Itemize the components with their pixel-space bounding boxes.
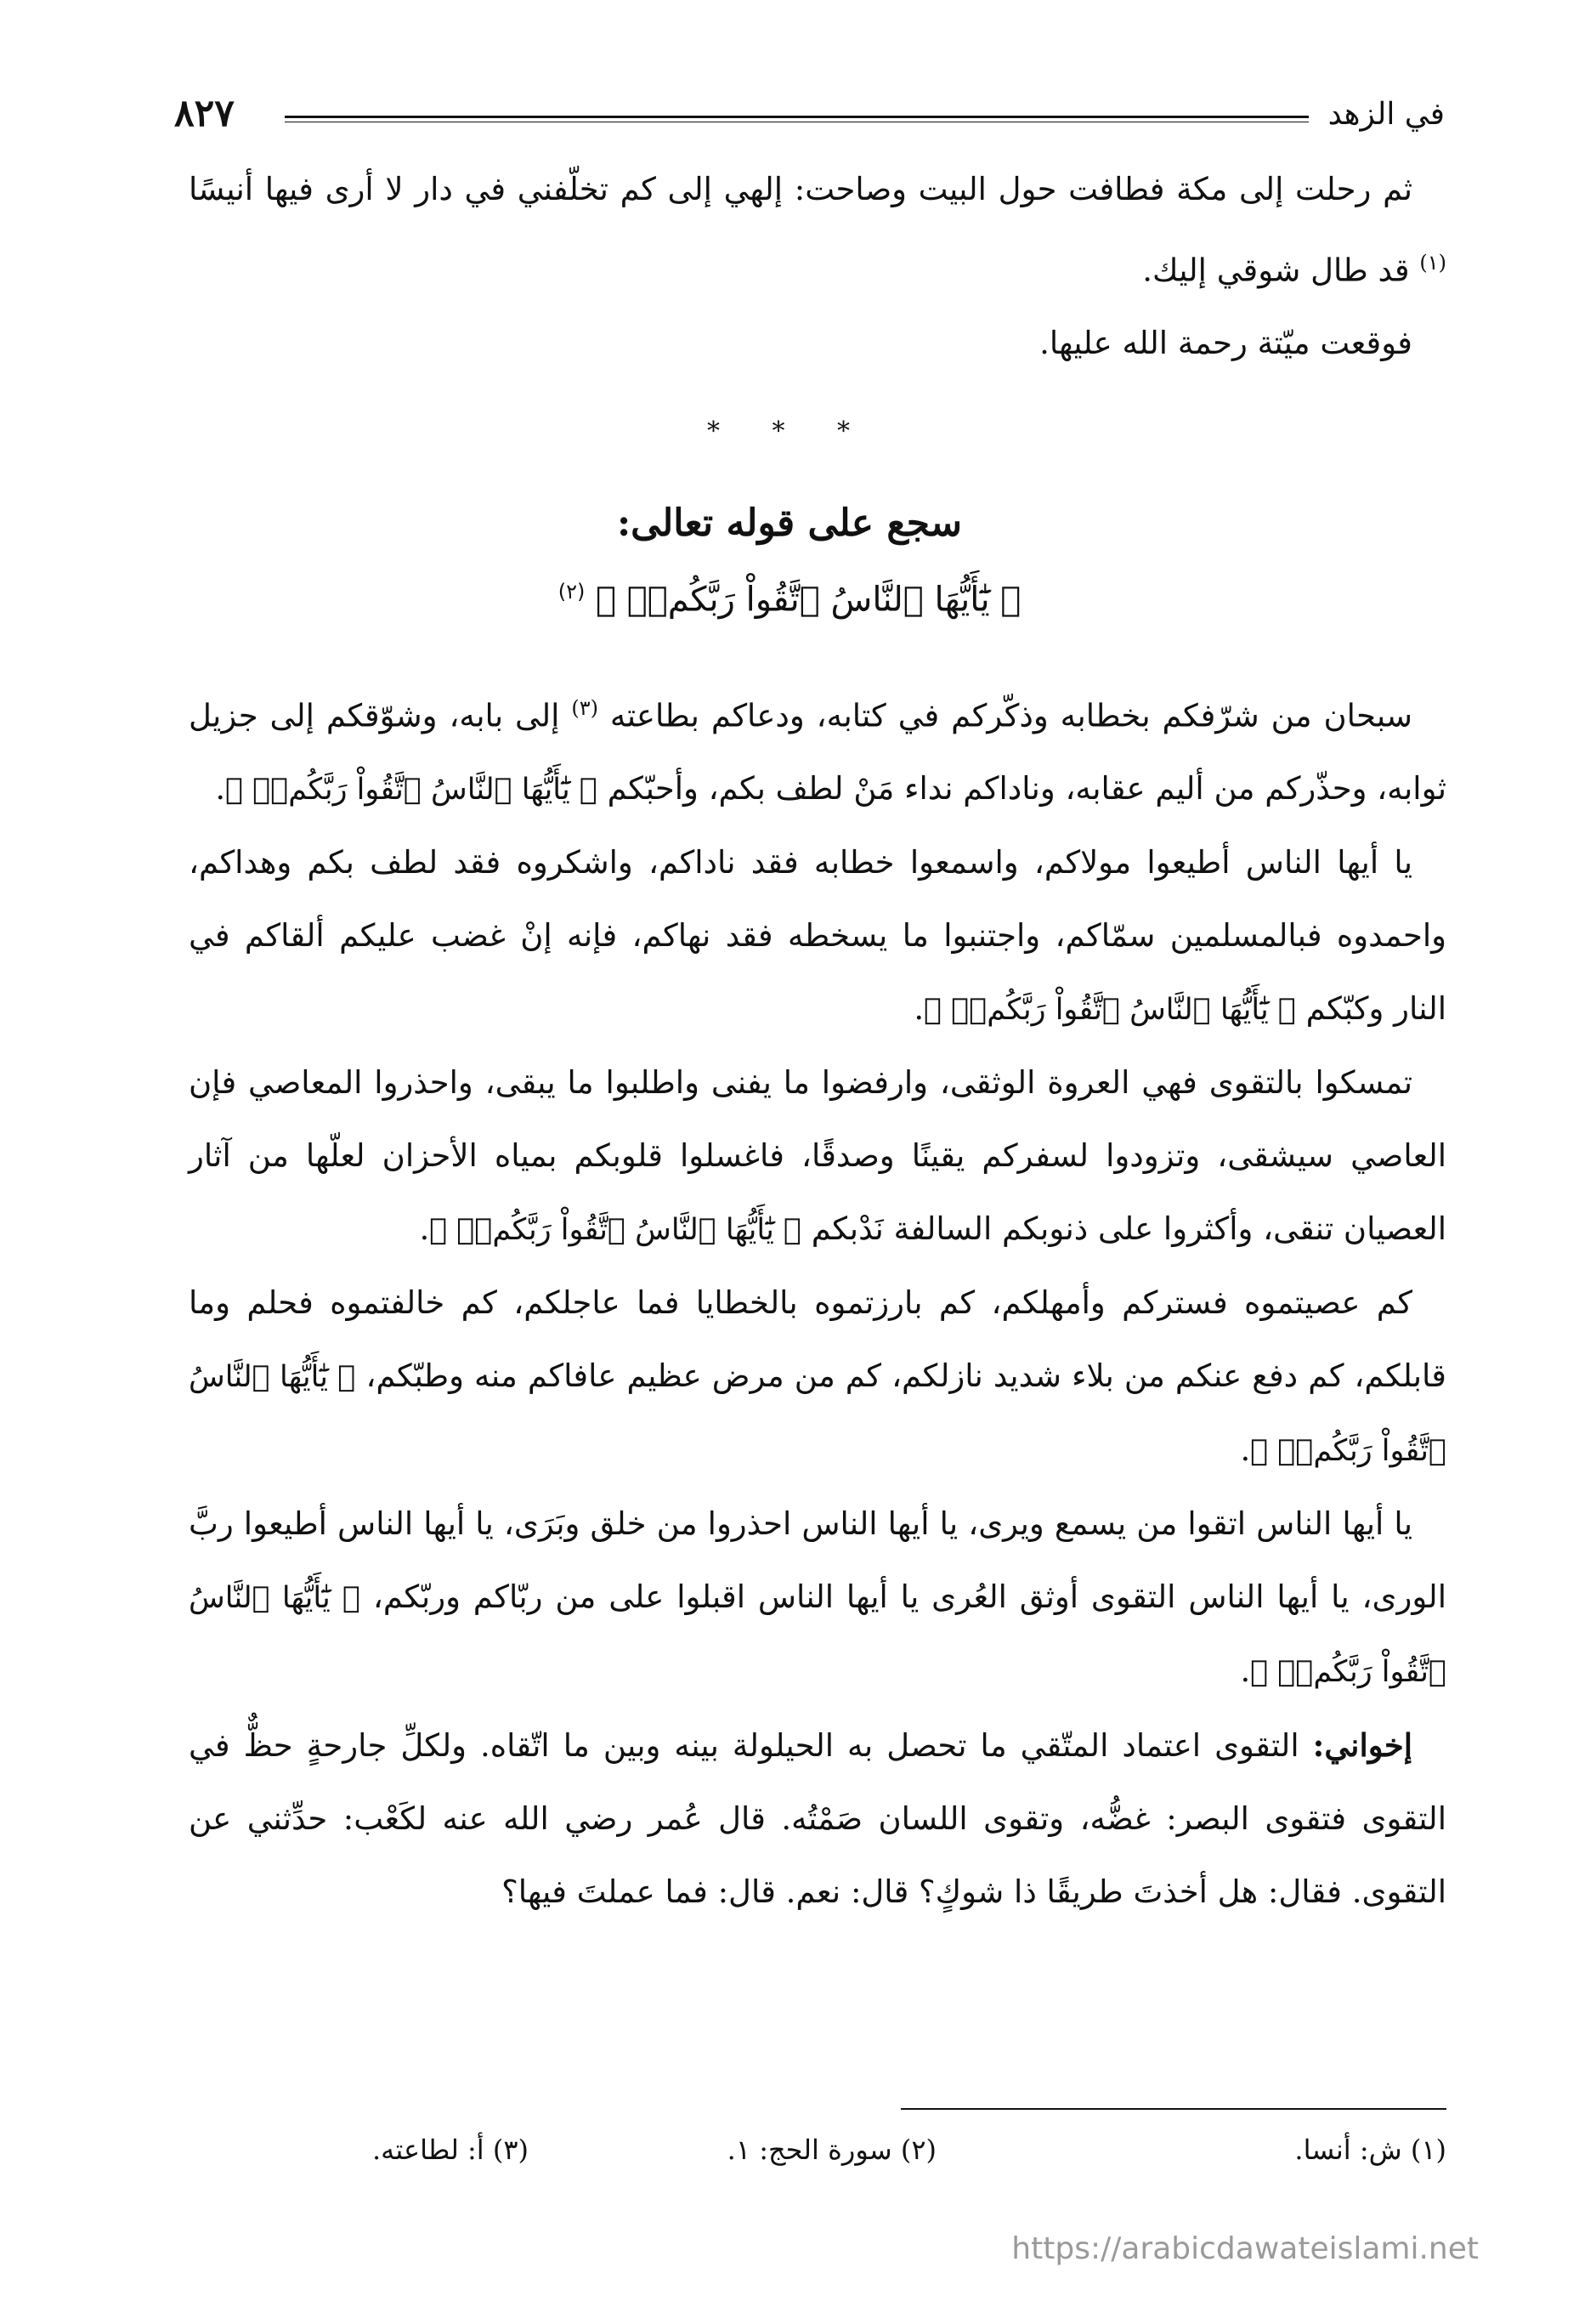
paragraph-5: تمسكوا بالتقوى فهي العروة الوثقى، وارفضوا ما يفنى واطلبوا ما يبقى، واحذروا المعاصي فإن العاصي سيشقى، وتزودوا لسفركم يقينًا وصدقًا، فاغسلوا قلوبكم بمياه الأحزان لعلّها من آثار العصيان تنقى، وأكثروا على ذنوبكم السالفة نَدْبكم ﴿ يَٰٓأَيُّهَا ٱلنَّاسُ ٱتَّقُواْ رَبَّكُمۡۚ ﴾. xyxy=(189,1064,1446,1248)
inline-ayah: ﴿ يَٰٓأَيُّهَا ٱلنَّاسُ ٱتَّقُواْ رَبَّكُمۡۚ ﴾ xyxy=(924,993,1296,1028)
footnotes xyxy=(297,2134,1446,2176)
footnote-ref-2: (٢) xyxy=(557,580,586,604)
inline-ayah: ﴿ يَٰٓأَيُّهَا ٱلنَّاسُ ٱتَّقُواْ رَبَّكُمۡۚ ﴾ xyxy=(429,1213,801,1248)
paragraph-6: كم عصيتموه فستركم وأمهلكم، كم بارزتموه بالخطايا فما عاجلكم، كم خالفتموه فحلم وما قابلكم، كم دفع عنكم من بلاء شديد نازلكم، كم من مرض عظيم عافاكم منه وطبّكم، ﴿ يَٰٓأَيُّهَا ٱلنَّاسُ ٱتَّقُواْ رَبَّكُمۡۚ ﴾. xyxy=(189,1284,1446,1469)
inline-ayah: ﴿ يَٰٓأَيُّهَا ٱلنَّاسُ ٱتَّقُواْ رَبَّكُمۡۚ ﴾ xyxy=(189,1581,1446,1690)
p6-text: كم عصيتموه فستركم وأمهلكم، كم بارزتموه بالخطايا فما عاجلكم، كم خالفتموه فحلم وما قابلكم، كم دفع عنكم من بلاء شديد نازلكم، كم من مرض عظيم عافاكم منه وطبّكم، xyxy=(189,1284,1446,1395)
paragraph-8 xyxy=(189,1709,1446,1929)
inline-ayah: ﴿ يَٰٓأَيُّهَا ٱلنَّاسُ ٱتَّقُواْ رَبَّكُمۡۚ ﴾ xyxy=(189,1360,1446,1469)
footnote-1: (١) ش: أنسا. xyxy=(1294,2134,1446,2166)
p7-text: يا أيها الناس اتقوا من يسمع ويرى، يا أيها الناس احذروا من خلق وبَرَى، يا أيها الناس أطيعوا ربَّ الورى، يا أيها الناس التقوى أوثق العُرى يا أيها الناس اقبلوا على من ربّاكم وربّكم، xyxy=(189,1505,1446,1616)
watermark-url: https://arabicdawateislami.net xyxy=(1011,2231,1479,2266)
section-title: في الزهد xyxy=(1327,97,1445,132)
section-separator: * * * xyxy=(706,417,873,446)
p5-text: تمسكوا بالتقوى فهي العروة الوثقى، وارفضوا ما يفنى واطلبوا ما يبقى، واحذروا المعاصي فإن العاصي سيشقى، وتزودوا لسفركم يقينًا وصدقًا، فاغسلوا قلوبكم بمياه الأحزان لعلّها من آثار العصيان تنقى، وأكثروا على ذنوبكم السالفة نَدْبكم xyxy=(189,1064,1446,1248)
footnote-2: (٢) سورة الحج: ١. xyxy=(727,2134,937,2166)
inline-ayah: ﴿ يَٰٓأَيُّهَا ٱلنَّاسُ ٱتَّقُواْ رَبَّكُمۡۚ ﴾ xyxy=(225,773,597,808)
p8-lead: إخواني: xyxy=(1312,1726,1412,1765)
paragraph-4: يا أيها الناس أطيعوا مولاكم، واسمعوا خطابه فقد ناداكم، واشكروه فقد لطف بكم وهداكم، واحمدوه فبالمسلمين سمّاكم، واجتنبوا ما يسخطه فقد نهاكم، فإنه إنْ غضب عليكم ألقاكم في النار وكبّكم ﴿ يَٰٓأَيُّهَا ٱلنَّاسُ ٱتَّقُواْ رَبَّكُمۡۚ ﴾. xyxy=(189,844,1446,1028)
footnote-ref-1: (١) xyxy=(1419,251,1446,275)
p3-text-a: سبحان من شرّفكم بخطابه وذكّركم في كتابه، ودعاكم بطاعته xyxy=(609,697,1412,734)
intro-paragraph-1 xyxy=(189,153,1446,307)
intro-p1-end: قد طال شوقي إليك. xyxy=(1142,252,1410,289)
footnote-ref-3: (٣) xyxy=(571,696,598,720)
heading-ayah xyxy=(0,580,1579,619)
intro-paragraph-2: فوقعت ميّتة رحمة الله عليها. xyxy=(1039,325,1412,362)
p3-text-b: إلى بابه، وشوّقكم إلى جزيل ثوابه، وحذّركم من أليم عقابه، وناداكم نداء مَنْ لطف بكم، وأحبّكم xyxy=(189,697,1446,808)
footnote-rule xyxy=(901,2108,1446,2110)
running-header xyxy=(174,92,1445,143)
paragraph-7: يا أيها الناس اتقوا من يسمع ويرى، يا أيها الناس احذروا من خلق وبَرَى، يا أيها الناس أطيعوا ربَّ الورى، يا أيها الناس التقوى أوثق العُرى يا أيها الناس اقبلوا على من ربّاكم وربّكم، ﴿ يَٰٓأَيُّهَا ٱلنَّاسُ ٱتَّقُواْ رَبَّكُمۡۚ ﴾. xyxy=(189,1505,1446,1690)
header-rule xyxy=(285,116,1309,122)
footnote-3: (٣) أ: لطاعته. xyxy=(372,2134,529,2166)
p4-text: يا أيها الناس أطيعوا مولاكم، واسمعوا خطابه فقد ناداكم، واشكروه فقد لطف بكم وهداكم، واحمدوه فبالمسلمين سمّاكم، واجتنبوا ما يسخطه فقد نهاكم، فإنه إنْ غضب عليكم ألقاكم في النار وكبّكم xyxy=(189,844,1446,1028)
intro-p1-text: ثم رحلت إلى مكة فطافت حول البيت وصاحت: إلهي إلى كم تخلّفني في دار لا أرى فيها أنيسًا xyxy=(189,171,1412,207)
page-number: ٨٢٧ xyxy=(174,92,235,135)
p8-text: التقوى اعتماد المتّقي ما تحصل به الحيلولة بينه وبين ما اتّقاه. ولكلِّ جارحةٍ حظٌّ في التقوى فتقوى البصر: غضُّه، وتقوى اللسان صَمْتُه. قال عُمر رضي الله عنه لكَعْب: حدِّثني عن التقوى. فقال: هل أخذتَ طريقًا ذا شوكٍ؟ قال: نعم. قال: فما عملتَ فيها؟ xyxy=(189,1727,1446,1911)
main-text xyxy=(189,672,1446,1929)
paragraph-3: سبحان من شرّفكم بخطابه وذكّركم في كتابه، ودعاكم بطاعته $^{(٣)}$ إلى بابه، وشوّقكم إلى جزيل ثوابه، وحذّركم من أليم عقابه، وناداكم نداء مَنْ لطف بكم، وأحبّكم ﴿ يَٰٓأَيُّهَا ٱلنَّاسُ ٱتَّقُواْ رَبَّكُمۡۚ ﴾. xyxy=(189,696,1446,808)
intro-text xyxy=(189,153,1446,380)
section-heading: سجع على قوله تعالى: xyxy=(616,502,963,545)
heading-ayah-text: ﴿ يَٰٓأَيُّهَا ٱلنَّاسُ ٱتَّقُواْ رَبَّكُمۡۚ ﴾ xyxy=(596,580,1022,620)
